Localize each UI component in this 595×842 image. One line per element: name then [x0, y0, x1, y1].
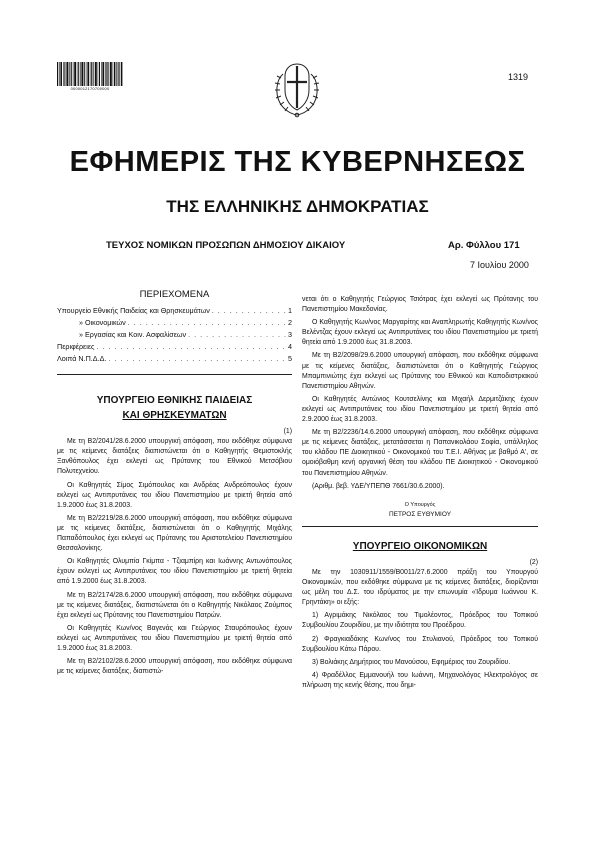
toc-item-page: 4	[288, 342, 292, 352]
right-column	[302, 295, 538, 694]
ministry-heading-line: ΥΠΟΥΡΓΕΙΟ ΕΘΝΙΚΗΣ ΠΑΙΔΕΙΑΣ	[96, 395, 253, 407]
paragraph: Οι Καθηγητές Σίμος Σιμόπουλος και Ανδρέας Ανδρεόπουλος έχουν εκλεγεί ως Αντιπρυτάνεις του ιδίου Πανεπιστημίου με τριετή θητεία από 1.9.2000 έως 31.8.2003.	[57, 481, 292, 509]
paragraph: Με τη Β2/2041/28.6.2000 υπουργική απόφαση, που εκδόθηκε σύμφωνα με τις κείμενες διατάξεις διαπιστώνεται ότι ο Καθηγητής Θεμιστοκλής Ξανθόπουλος έχει εκλεγεί ως Πρύτανης του Εθνικού Μετσόβιου Πολυτεχνείου.	[57, 438, 292, 476]
sheet-number: Αρ. Φύλλου 171	[448, 240, 520, 251]
toc-item[interactable]	[57, 342, 292, 354]
table-of-contents	[57, 306, 292, 366]
toc-leader	[108, 354, 286, 364]
decision-ref: (2)	[529, 558, 538, 566]
paragraph: Οι Καθηγητές Ολυμπία Γκίμπα - Τζιαμπίρη και Ιωάννης Αντωνόπουλος έχουν εκλεγεί ως Αντιπρυτάνεις του ιδίου Πανεπιστημίου με τριετή θητεία από 1.9.2000 έως 31.8.2003.	[57, 558, 292, 586]
toc-item-page: 5	[288, 354, 292, 364]
toc-leader	[188, 330, 286, 340]
paragraph: Οι Καθηγητές Αντώνιος Κουτσελίνης και Μιχαήλ Δερμιτζάκης έχουν εκλεγεί ως Αντιπρυτάνεις του ιδίου Πανεπιστημίου με τριετή θητεία από 2.9.2000 έως 31.8.2003.	[302, 395, 538, 424]
paragraph: Με τη Β2/2174/28.6.2000 υπουργική απόφαση, που εκδόθηκε σύμφωνα με τις κείμενες διατάξεις, διαπιστώνεται ότι ο Καθηγητής Νικόλαος Ζούμπος έχει εκλεγεί ως Πρύτανης του Πανεπιστημίου Πατρών.	[57, 591, 292, 619]
paragraph: Με τη Β2/2219/28.6.2000 υπουργική απόφαση, που εκδόθηκε σύμφωνα με τις κείμενες διατάξεις, διαπιστώνεται ότι ο Καθηγητής Μιχάλης Παπαδόπουλος έχει εκλεγεί ως Πρύτανης του Αριστοτελείου Πανεπιστημίου Θεσσαλονίκης.	[57, 514, 292, 553]
toc-item[interactable]	[57, 306, 292, 318]
paragraph: Οι Καθηγητές Κων/νος Βαγενάς και Γεώργιος Σταυρόπουλος έχουν εκλεγεί ως Αντιπρυτάνεις του ιδίου Πανεπιστημίου με τριετή θητεία από 1.9.2000 έως 31.8.2003.	[57, 624, 292, 652]
toc-item-label: Λοιπά Ν.Π.Δ.Δ.	[57, 354, 107, 364]
issue-series: ΤΕΥΧΟΣ ΝΟΜΙΚΩΝ ΠΡΟΣΩΠΩΝ ΔΗΜΟΣΙΟΥ ΔΙΚΑΙΟΥ	[106, 240, 346, 251]
paragraph: Με την 1030911/1559/Β0011/27.6.2000 πράξη του Υπουργού Οικονομικών, που εκδόθηκε σύμφωνα με τις κείμενες διατάξεις, διορίζονται ως μέλη του Δ.Σ. του ιδρύματος με την επωνυμία «Ίδρυμα Ιωάννου Κ. Γρηντάκη» οι εξής:	[302, 568, 538, 607]
barcode-number: 0000012170700000	[70, 86, 110, 91]
decision-ref: (1)	[283, 428, 292, 436]
left-column	[57, 290, 292, 680]
paragraph: Με τη Β2/2102/28.6.2000 υπουργική απόφαση, που εκδόθηκε σύμφωνα με τις κείμενες διατάξεις, διαπιστώ-	[57, 658, 292, 676]
gazette-title: ΕΦΗΜΕΡΙΣ ΤΗΣ ΚΥΒΕΡΝΗΣΕΩΣ	[69, 146, 526, 178]
ministry-heading-line: ΥΠΟΥΡΓΕΙΟ ΟΙΚΟΝΟΜΙΚΩΝ	[352, 540, 488, 552]
toc-item-label: Υπουργείο Εθνικής Παιδείας και Θρησκευμάτων	[57, 306, 210, 316]
toc-item-page: 1	[288, 306, 292, 316]
toc-leader	[128, 318, 286, 328]
ministry-heading-line: ΚΑΙ ΘΡΗΣΚΕΥΜΑΤΩΝ	[122, 410, 227, 422]
paragraph: 2) Φραγκιαδάκης Κων/νος του Στυλιανού, Πρόεδρος του Τοπικού Συμβουλίου Κάτω Πάρου.	[302, 635, 538, 653]
toc-item-label: » Εργασίας και Κοιν. Ασφαλίσεων	[79, 330, 187, 340]
signature-title: Ο Υπουργός	[404, 501, 436, 508]
issue-date: 7 Ιουλίου 2000	[470, 260, 529, 270]
coat-of-arms-icon	[272, 60, 322, 118]
signature-name: ΠΕΤΡΟΣ ΕΥΘΥΜΙΟΥ	[388, 510, 452, 518]
toc-leader	[97, 342, 286, 352]
toc-item[interactable]	[57, 318, 292, 330]
paragraph: Με τη Β2/2098/29.6.2000 υπουργική απόφαση, που εκδόθηκε σύμφωνα με τις κείμενες διατάξεις, διαπιστώνεται ότι ο Καθηγητής Γεώργιος Μπαμπινιώτης έχει εκλεγεί ως Πρύτανης του Εθνικού και Καποδιστριακού Πανεπιστημίου Αθηνών.	[302, 352, 538, 390]
toc-leader	[212, 306, 286, 316]
section-divider	[302, 526, 538, 527]
paragraph: 3) Βολιάκης Δημήτριος του Μανούσου, Εφημέριος του Ζουριδίου.	[312, 658, 511, 666]
paragraph: νεται ότι ο Καθηγητής Γεώργιος Τσιότρας έχει εκλεγεί ως Πρύτανης του Πανεπιστημίου Μακεδονίας.	[302, 296, 538, 314]
page-number: 1319	[508, 72, 529, 82]
toc-item-label: » Οικονομικών	[79, 318, 126, 328]
paragraph: (Αριθμ. βεβ. ΥΔΕ/ΥΠΕΠΘ 7661/30.6.2000).	[312, 482, 445, 490]
toc-item[interactable]	[57, 354, 292, 366]
paragraph: Με τη Β2/2236/14.6.2000 υπουργική απόφαση, που εκδόθηκε σύμφωνα με τις κείμενες διατάξεις, μετατάσσεται η Παπανικολάου Σοφία, υπάλληλος του κλάδου ΠΕ Διοικητικού - Οικονομικού του Τ.Ε.Ι. Αθήνας με βαθμό Α', σε ομοιόβαθμη κενή οργανική θέση του κλάδου ΠΕ Διοικητικού - Οικονομικού του Πανεπιστημίου Αθηνών.	[302, 429, 538, 477]
ministry-heading	[57, 393, 292, 423]
toc-title: ΠΕΡΙΕΧΟΜΕΝΑ	[139, 289, 210, 300]
gazette-subtitle: ΤΗΣ ΕΛΛΗΝΙΚΗΣ ΔΗΜΟΚΡΑΤΙΑΣ	[166, 197, 429, 216]
paragraph: 1) Αγριμάκης Νικόλαος του Τιμολέοντος, Πρόεδρος του Τοπικού Συμβουλίου Ζουριδίου, με την ιδιότητα του Προέδρου.	[302, 612, 538, 630]
toc-item-page: 3	[288, 330, 292, 340]
ministry-heading	[302, 539, 538, 554]
toc-item-page: 2	[288, 318, 292, 328]
section-divider	[57, 374, 292, 375]
barcode	[57, 62, 123, 86]
paragraph: 4) Φραδέλλος Εμμανουήλ του Ιωάννη, Μηχανολόγος Ηλεκτρολόγος σε πλήρωση της κενής θέσης, που δημι-	[302, 671, 538, 689]
paragraph: Ο Καθηγητής Κων/νος Μαργαρίτης και Αναπληρωτής Καθηγητής Κων/νος Βελέντζας έχουν εκλεγεί ως Αντιπρυτάνεις του ιδίου Πανεπιστημίου με τριετή θητεία από 1.9.2000 έως 31.8.2003.	[302, 319, 538, 347]
toc-item[interactable]	[57, 330, 292, 342]
toc-item-label: Περιφέρειες	[57, 342, 95, 352]
